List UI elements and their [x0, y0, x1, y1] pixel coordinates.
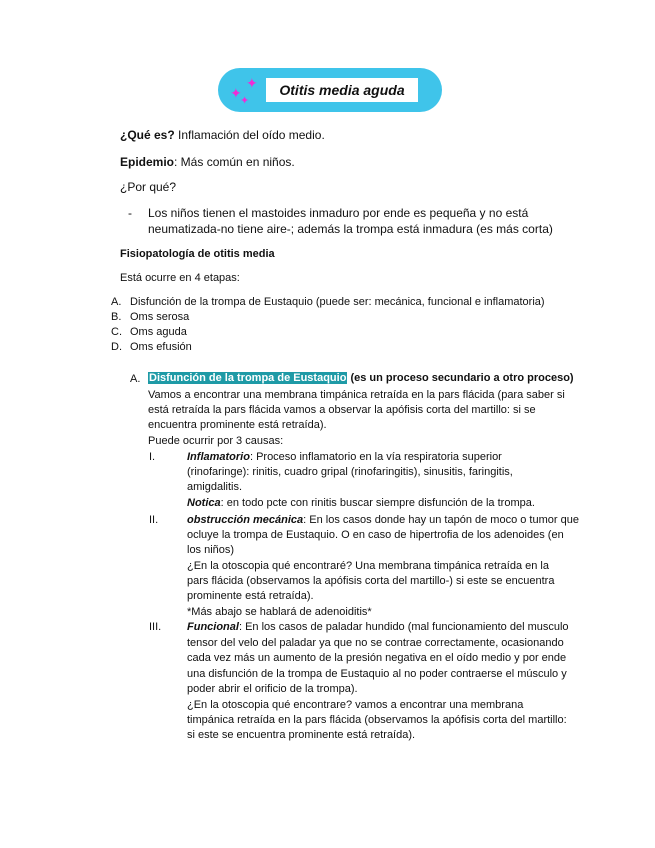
sparkle-icon: ✦ — [230, 85, 242, 101]
que-es-line — [120, 128, 325, 142]
causa-line: los niños) — [187, 544, 235, 556]
etapa-item: Disfunción de la trompa de Eustaquio (puede ser: mecánica, funcional e inflamatoria) — [130, 296, 545, 308]
causa-line: *Más abajo se hablará de adenoiditis* — [187, 606, 372, 618]
causa-line: (rinofaringe): rinitis, cuadro gripal (rinofaringitis), sinusitis, faringitis, — [187, 466, 513, 478]
causa-term: Funcional — [187, 621, 239, 633]
etapa-marker: B. — [111, 311, 122, 323]
etapa-marker: C. — [111, 326, 122, 338]
section-a-line: encuentra prominente está retraída). — [148, 419, 327, 431]
bullet-marker: - — [128, 206, 132, 220]
etapa-item: Oms efusión — [130, 341, 192, 353]
sparkle-icon: ✦ — [240, 95, 250, 107]
causa-first-line — [187, 514, 579, 526]
que-es-text: Inflamación del oído medio. — [174, 128, 325, 142]
causa-first-line — [187, 621, 569, 633]
causa-line: prominente está retraída). — [187, 590, 314, 602]
causa-line: cada vez más un aumento de la presión negativa en el oído medio y por ende — [187, 652, 567, 664]
etapa-item: Oms serosa — [130, 311, 190, 323]
causa-text: : En los casos donde hay un tapón de moco o tumor que — [303, 514, 579, 526]
causa-note-term: Notica — [187, 497, 221, 509]
section-a-line: Puede ocurrir por 3 causas: — [148, 435, 284, 447]
causa-line: ¿En la otoscopia qué encontrare? vamos a encontrar una membrana — [187, 699, 524, 711]
causa-note-text: : en todo pcte con rinitis buscar siempre disfunción de la trompa. — [220, 497, 535, 509]
causa-text: : Proceso inflamatorio en la vía respiratoria superior — [249, 451, 502, 463]
fisio-heading: Fisiopatología de otitis media — [120, 248, 275, 260]
epidemio-line — [120, 155, 295, 169]
sparkle-icon: ✦ — [246, 75, 258, 91]
etapas-intro: Está ocurre en 4 etapas: — [120, 272, 240, 284]
por-que-text-1: Los niños tienen el mastoides inmaduro por ende es pequeña y no está — [148, 206, 529, 220]
por-que-line: ¿Por qué? — [120, 180, 177, 194]
section-a-line: Vamos a encontrar una membrana timpánica retraída en la pars flácida (para saber si — [148, 389, 565, 401]
causa-first-line — [187, 451, 502, 463]
section-a-line: está retraída la pars flácida vamos a observar la apófisis corta del martillo: si se — [148, 404, 536, 416]
causa-marker: II. — [149, 514, 159, 526]
section-a-marker: A. — [130, 373, 141, 385]
causa-line: timpánica retraída en la pars flácida (observamos la apófisis corta del martillo: — [187, 714, 567, 726]
causa-line: amigdalitis. — [187, 481, 243, 493]
etapa-item: Oms aguda — [130, 326, 187, 338]
causa-text: : En los casos de paladar hundido (mal funcionamiento del musculo — [238, 621, 569, 633]
causa-term: obstrucción mecánica — [187, 514, 304, 526]
section-a-heading-line — [148, 372, 574, 384]
causa-line: si este se encuentra prominente está retraída). — [187, 729, 416, 741]
causa-term: Inflamatorio — [187, 451, 250, 463]
etapa-marker: A. — [111, 296, 122, 308]
causa-line: tensor del velo del paladar ya que no se contrae correctamente, ocasionando — [187, 637, 564, 649]
que-es-label: ¿Qué es? — [120, 128, 175, 142]
causa-line: ¿En la otoscopia qué encontraré? Una membrana timpánica retraída en la — [187, 560, 549, 572]
etapa-marker: D. — [111, 341, 122, 353]
causa-line: ocluye la trompa de Eustaquio. O en caso de hipertrofia de los adenoides (en — [187, 529, 564, 541]
causa-line: una disfunción de la trompa de Eustaquio al no poder contraerse el músculo y — [187, 668, 567, 680]
epidemio-text: : Más común en niños. — [174, 155, 295, 169]
page-title: Otitis media aguda — [266, 78, 418, 102]
causa-line: poder abrir el orificio de la trompa). — [187, 683, 358, 695]
causa-note-line — [187, 497, 535, 509]
causa-marker: III. — [149, 621, 162, 633]
section-a-heading-suffix: (es un proceso secundario a otro proceso) — [347, 372, 574, 384]
title-banner — [218, 68, 442, 112]
causa-line: pars flácida (observamos la apófisis corta del martillo-) si este se encuentra — [187, 575, 555, 587]
por-que-text-2: neumatizada-no tiene aire-; además la trompa está inmadura (es más corta) — [148, 222, 553, 236]
epidemio-label: Epidemio — [120, 155, 175, 169]
section-a-heading: Disfunción de la trompa de Eustaquio — [149, 372, 347, 384]
causa-marker: I. — [149, 451, 156, 463]
